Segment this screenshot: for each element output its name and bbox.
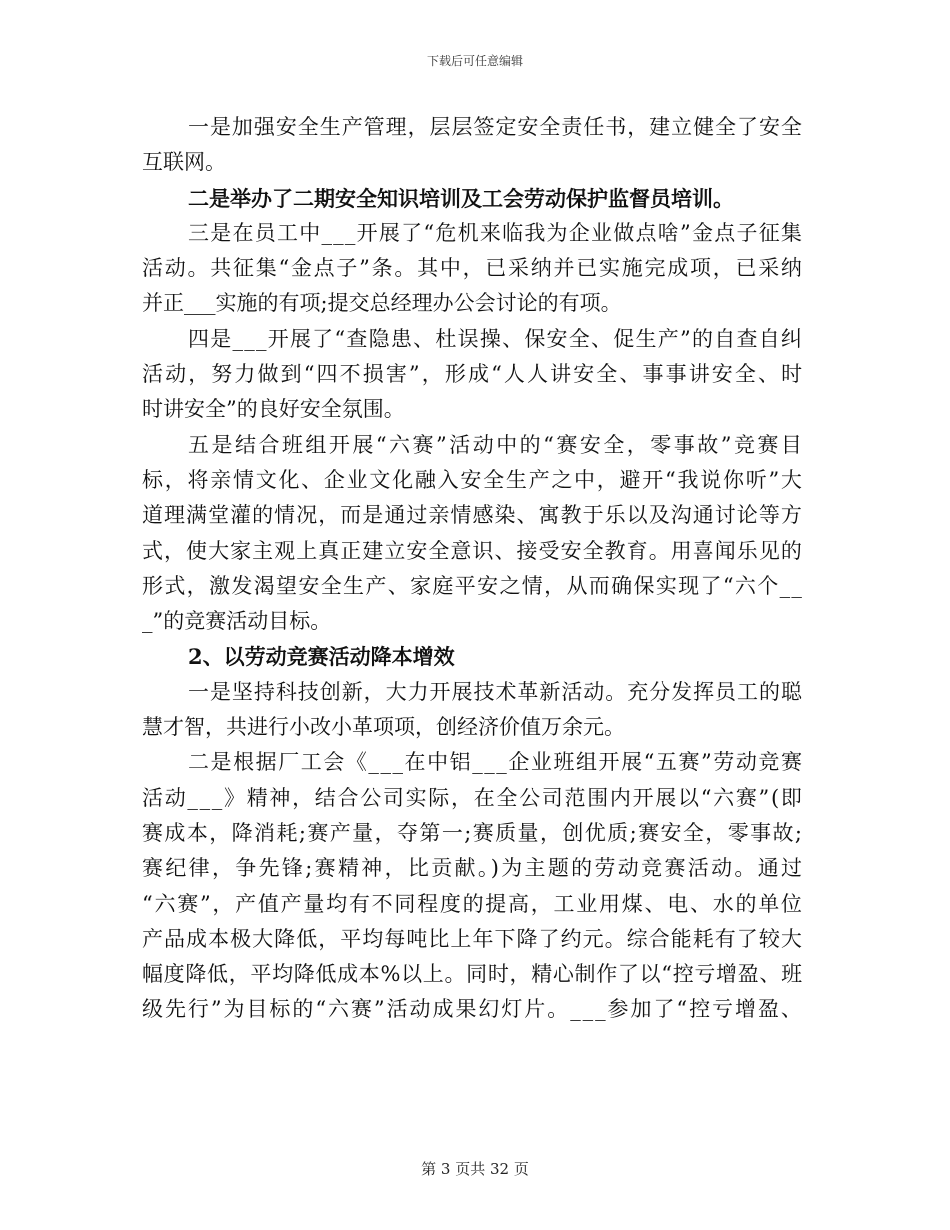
paragraph-line: 四是___开展了“查隐患、杜误操、保安全、促生产”的自查自纠	[188, 326, 804, 351]
document-body	[142, 110, 805, 1028]
paragraph-line: 二是根据厂工会《___在中铝___企业班组开展“五赛”劳动竞赛	[188, 750, 804, 775]
page-header: 下载后可任意编辑	[426, 54, 523, 68]
paragraph-line: 形式，激发渴望安全生产、家庭平安之情，从而确保实现了“六个__	[142, 573, 804, 598]
paragraph-line: 活动___》精神，结合公司实际，在全公司范围内开展以“六赛”(即	[142, 785, 804, 810]
paragraph-line: 标，将亲情文化、企业文化融入安全生产之中，避开“我说你听”大	[142, 467, 804, 492]
page-number-footer: 第 3 页共 32 页	[421, 1160, 529, 1178]
paragraph-line: 式，使大家主观上真正建立安全意识、接受安全教育。用喜闻乐见的	[142, 538, 803, 563]
section-heading-line: 二是举办了二期安全知识培训及工会劳动保护监督员培训。	[188, 185, 734, 211]
paragraph-line: 三是在员工中___开展了“危机来临我为企业做点啥”金点子征集	[188, 220, 804, 245]
paragraph-line: 时讲安全”的良好安全氛围。	[142, 397, 405, 422]
paragraph-line: 互联网。	[142, 150, 226, 175]
paragraph-line: _”的竞赛活动目标。	[142, 609, 332, 634]
paragraph-line: 慧才智，共进行小改小革项项，创经济价值万余元。	[142, 715, 625, 740]
paragraph-line: 幅度降低，平均降低成本%以上。同时，精心制作了以“控亏增盈、班	[142, 962, 803, 987]
paragraph-line: 一是加强安全生产管理，层层签定安全责任书，建立健全了安全	[188, 115, 803, 139]
paragraph-line: 一是坚持科技创新，大力开展技术革新活动。充分发挥员工的聪	[188, 679, 803, 704]
paragraph-line: 五是结合班组开展“六赛”活动中的“赛安全，零事故”竞赛目	[188, 432, 805, 457]
paragraph-line: 级先行”为目标的“六赛”活动成果幻灯片。___参加了“控亏增盈、	[142, 997, 804, 1022]
paragraph-line: 道理满堂灌的情况，而是通过亲情感染、寓教于乐以及沟通讨论等方	[142, 503, 803, 528]
paragraph-line: 活动，努力做到“四不损害”，形成“人人讲安全、事事讲安全、时	[142, 362, 805, 387]
section-heading-line: 2、以劳动竞赛活动降本增效	[188, 644, 455, 670]
paragraph-line: 赛纪律，争先锋;赛精神，比贡献。)为主题的劳动竞赛活动。通过	[142, 856, 805, 881]
paragraph-line: “六赛”，产值产量均有不同程度的提高，工业用煤、电、水的单位	[142, 891, 804, 916]
paragraph-line: 产品成本极大降低，平均每吨比上年下降了约元。综合能耗有了较大	[142, 926, 803, 951]
paragraph-line: 活动。共征集“金点子”条。其中，已采纳并已实施完成项，已采纳	[142, 256, 804, 281]
paragraph-line: 并正___实施的有项;提交总经理办公会讨论的有项。	[142, 291, 622, 316]
paragraph-line: 赛成本，降消耗;赛产量，夺第一;赛质量，创优质;赛安全，零事故;	[142, 820, 804, 845]
